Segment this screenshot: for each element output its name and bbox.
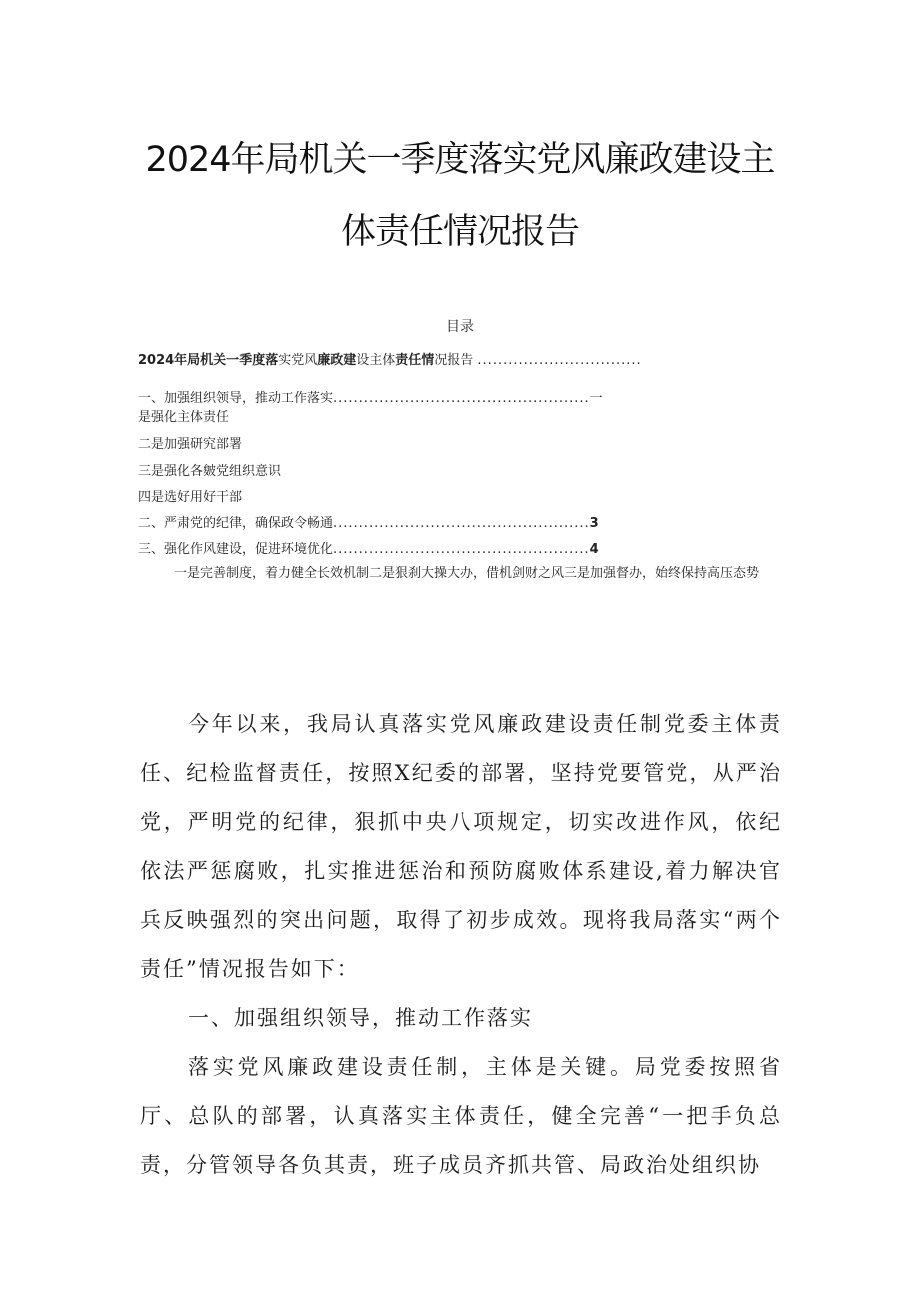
toc-entry-1[interactable] <box>138 390 778 408</box>
toc-entry-3[interactable]: 三是强化各皴党组织意识 <box>138 464 282 479</box>
toc-entry-main[interactable] <box>138 352 778 370</box>
section-heading-1: 一、加强组织领导，推动工作落实 <box>188 1006 533 1030</box>
toc-main-part7: 况报告 <box>434 353 474 368</box>
toc-entry-6-text: 三、强化作风建设，促进环境优化 <box>138 542 334 557</box>
toc-entry-1-tail: 一 <box>589 391 603 406</box>
toc-entry-6-subitems: 一是完善制度，着力健全长效机制二是狠刹大操大办，借机剑财之风三是加强督办，始终保持高压态势 <box>174 566 760 581</box>
toc-entry-1-leader: .................................................. <box>333 391 590 406</box>
document-title-line2: 体责任情况报告 <box>340 212 579 252</box>
toc-entry-4[interactable]: 四是选好用好干部 <box>138 490 243 505</box>
toc-entry-5-text: 二、严肃党的纪律，确保政令畅通 <box>138 516 334 531</box>
toc-entry-6-page: 4 <box>589 542 599 557</box>
toc-heading: 目录 <box>446 319 474 335</box>
toc-entry-5-page: 3 <box>589 516 599 531</box>
toc-entry-2[interactable]: 二是加强研究部署 <box>138 437 243 452</box>
toc-main-part2: 季度落 <box>239 353 279 368</box>
toc-main-part1: 2024年局机关一 <box>138 353 240 368</box>
toc-main-part4: 廉政建 <box>317 353 357 368</box>
document-body <box>140 700 782 1190</box>
toc-main-part5: 设主体 <box>356 353 396 368</box>
body-paragraph-2: 落实党风廉政建设责任制，主体是关键。局党委按照省厅、总队的部署，认真落实主体责任，健全完善“一把手负总责，分管领导各负其责，班子成员齐抓共管、局政治处组织协 <box>140 1055 782 1177</box>
body-paragraph-1: 今年以来，我局认真落实党风廉政建设责任制党委主体责任、纪检监督责任，按照X纪委的部署，坚持党要管党，从严治党，严明党的纪律，狠抓中央八项规定，切实改进作风，依纪依法严惩腐败，扎实推进惩治和预防腐败体系建设,着力解决官兵反映强烈的突出问题，取得了初步成效。现将我局落实“两个责任”情况报告如下： <box>140 712 782 981</box>
toc-entry-6-leader: .................................................. <box>333 542 590 557</box>
toc-entry-1-wrap: 是强化主体责任 <box>138 410 230 425</box>
document-title-line1: 2024年局机关一季度落实党风廉政建设主 <box>145 140 775 180</box>
toc-main-part3: 实党风 <box>278 353 318 368</box>
toc-entry-6[interactable] <box>138 541 778 559</box>
toc-main-part6: 责任情 <box>395 353 435 368</box>
toc-main-leader: ................................ <box>477 353 642 368</box>
toc-entry-5-leader: .................................................. <box>333 516 590 531</box>
toc-entry-5[interactable] <box>138 515 778 533</box>
toc-entry-1-text: 一、加强组织领导，推动工作落实 <box>138 391 334 406</box>
